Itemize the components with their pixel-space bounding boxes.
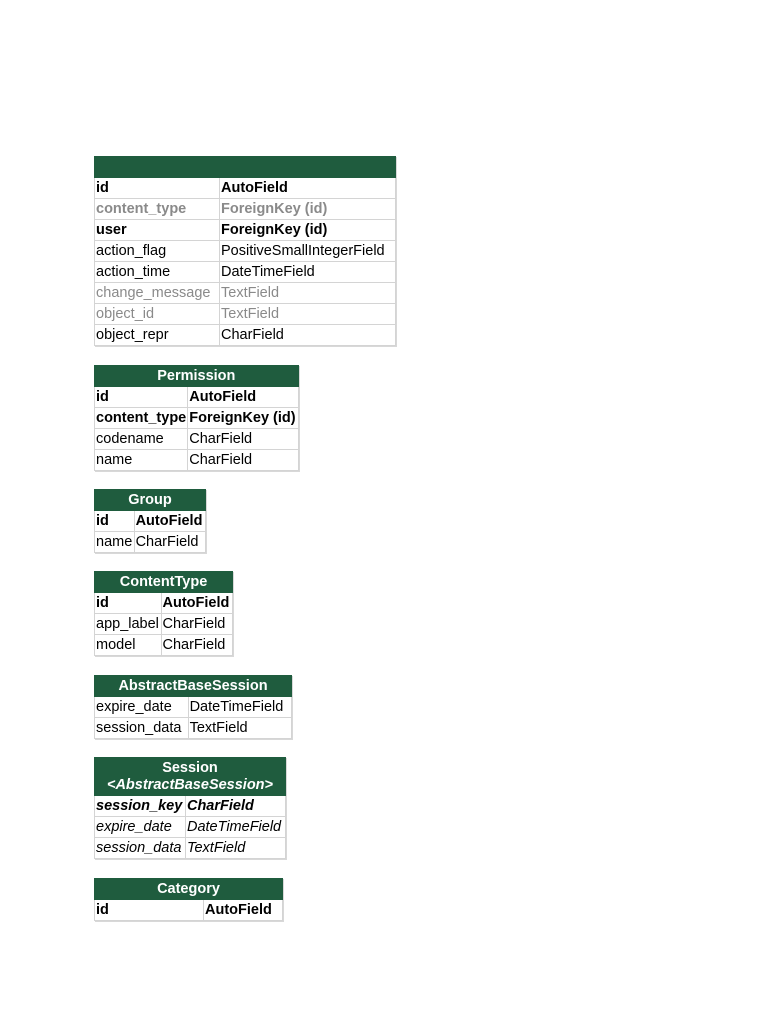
field-name: session_data (95, 718, 189, 739)
field-name: object_id (95, 304, 220, 325)
model-table-contenttype (94, 571, 233, 656)
field-row (95, 697, 292, 718)
field-name: id (95, 387, 188, 408)
field-type: AutoField (188, 387, 298, 408)
field-name: content_type (95, 408, 188, 429)
model-table-logentry (94, 156, 396, 346)
field-row (95, 241, 396, 262)
model-header (95, 490, 206, 511)
field-type: ForeignKey (id) (220, 199, 396, 220)
field-type: AutoField (220, 178, 396, 199)
field-row (95, 178, 396, 199)
field-type: CharField (220, 325, 396, 346)
field-type: TextField (220, 283, 396, 304)
field-row (95, 408, 299, 429)
field-row (95, 325, 396, 346)
field-type: AutoField (204, 900, 283, 921)
field-name: id (95, 900, 204, 921)
field-type: CharField (188, 450, 298, 471)
field-row (95, 220, 396, 241)
field-name: name (95, 450, 188, 471)
field-row (95, 593, 233, 614)
field-row (95, 304, 396, 325)
field-name: session_key (95, 796, 186, 817)
field-row (95, 718, 292, 739)
field-name: action_flag (95, 241, 220, 262)
field-row (95, 900, 283, 921)
field-row (95, 511, 206, 532)
model-table-group (94, 489, 206, 553)
model-subtitle: <AbstractBaseSession> (106, 777, 274, 793)
field-row (95, 387, 299, 408)
model-header (95, 758, 286, 796)
model-table-session (94, 757, 286, 859)
field-type: CharField (134, 532, 205, 553)
model-title: Permission (157, 367, 236, 384)
field-row (95, 199, 396, 220)
field-type: TextField (185, 838, 285, 859)
field-name: content_type (95, 199, 220, 220)
field-name: expire_date (95, 817, 186, 838)
field-type: CharField (188, 429, 298, 450)
field-type: ForeignKey (id) (188, 408, 298, 429)
field-name: object_repr (95, 325, 220, 346)
model-table-permission (94, 365, 299, 471)
model-title: Group (128, 491, 172, 508)
model-title: Category (157, 880, 220, 897)
field-row (95, 817, 286, 838)
field-name: id (95, 593, 162, 614)
field-row (95, 429, 299, 450)
field-name: name (95, 532, 135, 553)
model-header (95, 676, 292, 697)
field-row (95, 614, 233, 635)
model-table-category (94, 878, 283, 921)
field-type: DateTimeField (220, 262, 396, 283)
field-name: user (95, 220, 220, 241)
field-type: CharField (185, 796, 285, 817)
model-header (95, 879, 283, 900)
field-row (95, 796, 286, 817)
model-header (95, 366, 299, 387)
field-row (95, 262, 396, 283)
field-type: TextField (188, 718, 291, 739)
field-name: change_message (95, 283, 220, 304)
field-name: expire_date (95, 697, 189, 718)
field-name: id (95, 178, 220, 199)
field-row (95, 283, 396, 304)
model-table-abstractbasesession (94, 675, 292, 739)
field-type: DateTimeField (185, 817, 285, 838)
field-name: action_time (95, 262, 220, 283)
field-name: id (95, 511, 135, 532)
model-title: ContentType (119, 573, 208, 590)
field-type: PositiveSmallIntegerField (220, 241, 396, 262)
model-title: Session (162, 760, 218, 776)
field-type: AutoField (161, 593, 233, 614)
field-name: app_label (95, 614, 162, 635)
model-title: AbstractBaseSession (118, 677, 268, 694)
field-type: CharField (161, 635, 233, 656)
model-header (95, 572, 233, 593)
field-row (95, 838, 286, 859)
field-name: session_data (95, 838, 186, 859)
field-name: codename (95, 429, 188, 450)
field-type: AutoField (134, 511, 205, 532)
model-header (95, 157, 396, 178)
field-name: model (95, 635, 162, 656)
field-row (95, 450, 299, 471)
field-row (95, 532, 206, 553)
field-type: TextField (220, 304, 396, 325)
field-type: CharField (161, 614, 233, 635)
field-type: DateTimeField (188, 697, 291, 718)
field-type: ForeignKey (id) (220, 220, 396, 241)
field-row (95, 635, 233, 656)
